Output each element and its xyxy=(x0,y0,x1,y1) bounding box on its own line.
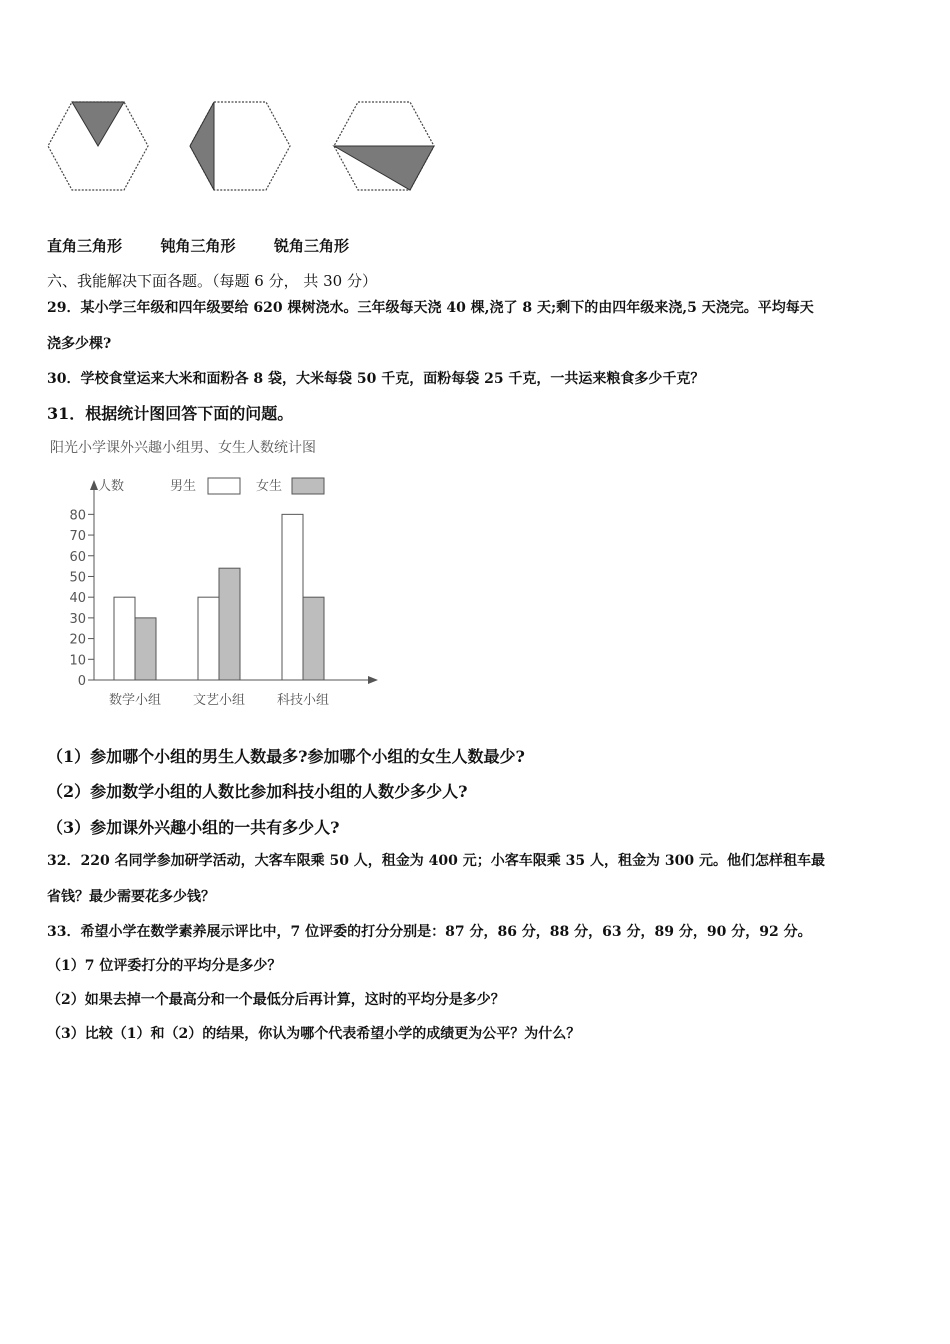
legend-girls-label: 女生 xyxy=(256,479,283,494)
y-tick-label: 30 xyxy=(69,611,86,627)
q31-text: 31．根据统计图回答下面的问题。 xyxy=(47,404,294,423)
hexagon-figures xyxy=(44,98,444,194)
y-tick-label: 50 xyxy=(69,570,86,586)
chart-title: 阳光小学课外兴趣小组男、女生人数统计图 xyxy=(50,440,316,456)
category-label: 文艺小组 xyxy=(192,693,246,708)
y-tick-label: 60 xyxy=(69,549,86,565)
bar-boys xyxy=(282,514,303,680)
y-tick-label: 20 xyxy=(69,632,86,648)
q32-line1: 32．220 名同学参加研学活动，大客车限乘 50 人，租金为 400 元；小客车限乘 35 人，租金为 300 元。他们怎样租车最 xyxy=(47,853,825,869)
triangle-2 xyxy=(190,102,214,190)
legend-boys-swatch xyxy=(208,478,240,494)
q29-line2: 浇多少棵? xyxy=(47,336,112,352)
y-tick-label: 40 xyxy=(69,591,86,607)
q30-text: 30．学校食堂运来大米和面粉各 8 袋，大米每袋 50 千克，面粉每袋 25 千克，一共运来粮食多少千克？ xyxy=(47,371,705,387)
hexagon-figures-svg xyxy=(44,98,444,194)
bar-boys xyxy=(114,597,135,680)
hexagon-acute-triangle xyxy=(334,102,434,190)
chart-bars xyxy=(114,514,324,680)
shape-label-right: 直角三角形 xyxy=(47,237,123,255)
hexagon-obtuse-triangle xyxy=(190,102,290,190)
legend-boys-label: 男生 xyxy=(170,479,197,494)
y-tick-label: 10 xyxy=(69,653,86,669)
section-six-heading: 六、我能解决下面各题。（每题 6 分， 共 30 分） xyxy=(47,272,377,290)
category-label: 数学小组 xyxy=(108,693,162,708)
hexagon-right-triangle xyxy=(48,102,148,190)
q31-sub3: （3）参加课外兴趣小组的一共有多少人? xyxy=(47,818,340,837)
bar-girls xyxy=(303,597,324,680)
bar-boys xyxy=(198,597,219,680)
bar-chart xyxy=(46,434,386,714)
legend-girls-swatch xyxy=(292,478,324,494)
q33-sub2: （2）如果去掉一个最高分和一个最低分后再计算，这时的平均分是多少？ xyxy=(47,992,505,1008)
q32-line2: 省钱？最少需要花多少钱？ xyxy=(47,889,215,905)
bar-chart-svg xyxy=(46,434,386,714)
category-label: 科技小组 xyxy=(276,693,330,708)
chart-categories xyxy=(109,692,329,708)
y-tick-label: 0 xyxy=(77,674,86,689)
q31-sub1: （1）参加哪个小组的男生人数最多?参加哪个小组的女生人数最少? xyxy=(47,747,525,766)
chart-ticks xyxy=(69,508,94,689)
shape-label-obtuse: 钝角三角形 xyxy=(160,237,236,255)
shape-label-acute: 锐角三角形 xyxy=(273,237,349,255)
y-tick-label: 80 xyxy=(69,508,86,524)
bar-girls xyxy=(219,568,240,680)
x-axis-arrow xyxy=(368,676,378,684)
q33-text: 33．希望小学在数学素养展示评比中，7 位评委的打分分别是：87 分，86 分，88 分，63 分，89 分，90 分，92 分。 xyxy=(47,924,812,940)
q31-sub2: （2）参加数学小组的人数比参加科技小组的人数少多少人? xyxy=(47,782,468,801)
shape-labels xyxy=(47,235,349,256)
y-tick-label: 70 xyxy=(69,529,86,545)
q33-sub1: （1）7 位评委打分的平均分是多少？ xyxy=(47,958,282,974)
y-axis-arrow xyxy=(90,480,98,490)
bar-girls xyxy=(135,618,156,680)
chart-ylabel: 人数 xyxy=(98,479,125,494)
q33-sub3: （3）比较（1）和（2）的结果，你认为哪个代表希望小学的成绩更为公平？为什么？ xyxy=(47,1026,581,1042)
q29-line1: 29．某小学三年级和四年级要给 620 棵树浇水。三年级每天浇 40 棵,浇了 8 天;剩下的由四年级来浇,5 天浇完。平均每天 xyxy=(47,300,814,316)
